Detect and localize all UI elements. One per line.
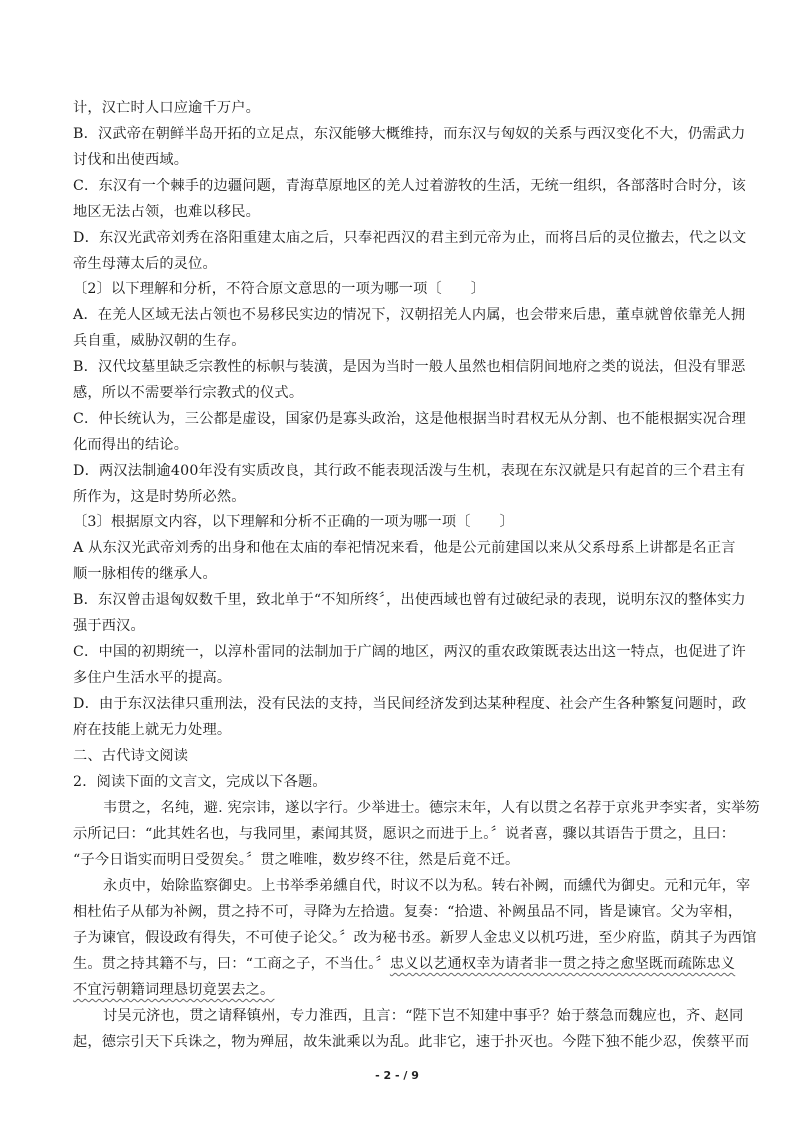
passage-line: 相杜佑子从郁为补阙，贯之持不可，寻降为左拾遗。复奏：“拾遗、补阙虽品不同，皆是谏官。父为宰相， xyxy=(73,904,743,920)
text-line: 顺一脉相传的继承人。 xyxy=(73,566,217,582)
passage-line xyxy=(73,955,736,973)
text-line: 讨伐和出使西域。 xyxy=(73,152,189,168)
option-b-text: B．汉代坟墓里缺乏宗教性的标帜与装潢，是因为当时一般人虽然也相信阴间地府之类的说法，但没有罪恶 xyxy=(73,359,746,375)
option-a-text: A 从东汉光武帝刘秀的出身和他在太庙的奉祀情况来看，他是公元前建国以来从父系母系上讲都是名正言 xyxy=(73,540,736,556)
passage-line xyxy=(73,981,733,999)
passage-line: 起，德宗引天下兵诛之，物为殚屈，故朱泚乘以为乱。此非它，速于扑灭也。今陛下独不能少忍，俟蔡平而 xyxy=(73,1034,750,1050)
section-heading: 二、古代诗文阅读 xyxy=(73,748,189,764)
option-d-text: D．东汉光武帝刘秀在洛阳重建太庙之后，只奉祀西汉的君主到元帝为止，而将吕后的灵位撤去，代之以文 xyxy=(73,230,747,246)
passage-line: 永贞中，始除监察御史。上书举季弟纁自代，时议不以为私。转右补阙，而纁代为御史。元和元年，宰 xyxy=(103,878,751,894)
passage-line: “子今日诣实而明日受贺矣。〞贯之唯唯，数岁终不往，然是后竟不迁。 xyxy=(73,852,520,868)
text-line: 地区无法占领，也难以移民。 xyxy=(73,204,261,220)
option-b-text: B．东汉曾击退匈奴数千里，致北单于“不知所终〞，出使西域也曾有过破纪录的表现，说明东汉的整体实力 xyxy=(73,592,746,608)
underlined-sentence: 不宜污朝籍词理恳切竟罢去之。 xyxy=(73,982,275,998)
text-line: 多住户生活水平的提高。 xyxy=(73,670,232,686)
passage-line: 子为谏官，假设政有得失，不可使子论父。〞改为秘书丞。新罗人金忠义以机巧进，至少府监，荫其子为西馆 xyxy=(73,930,757,946)
text-line: 府在技能上就无力处理。 xyxy=(73,722,232,738)
passage-line: 讨吴元济也，贯之请释镇州，专力淮西，且言：“陛下岂不知建中事乎？始于蔡急而魏应也，齐、赵同 xyxy=(103,1008,744,1024)
option-a-text: A．在羌人区域无法占领也不易移民实边的情况下，汉朝招羌人内属，也会带来后患，董卓就曾依靠羌人拥 xyxy=(73,307,746,323)
question-3-text: 〔3〕根据原文内容，以下理解和分析不正确的一项为哪一项〔 〕 xyxy=(73,514,514,530)
option-d-text: D．两汉法制逾400年没有实质改良，其行政不能表现活泼与生机，表现在东汉就是只有起首的三个君主有 xyxy=(73,463,746,479)
text-line: 所作为，这是时势所必然。 xyxy=(73,489,246,505)
text-line: 兵自重，威胁汉朝的生存。 xyxy=(73,333,246,349)
page-number: - 2 - / 9 xyxy=(375,1069,419,1082)
passage-line: 韦贯之，名纯，避. 宪宗讳，遂以字行。少举进士。德宗末年，人有以贯之名荐于京兆尹李实者，实举笏 xyxy=(103,800,760,816)
text-line: 强于西汉。 xyxy=(73,618,145,634)
option-c-text: C．中国的初期统一，以淳朴雷同的法制加于广阔的地区，两汉的重农政策既表达出这一特点，也促进了许 xyxy=(73,644,746,660)
option-d-text: D．由于东汉法律只重刑法，没有民法的支持，当民间经济发到达某种程度、社会产生各种繁复问题时，政 xyxy=(73,696,747,712)
text-line: 帝生母薄太后的灵位。 xyxy=(73,256,217,272)
passage-line: 示所记曰：“此其姓名也，与我同里，素闻其贤，愿识之而进于上。〞说者喜，骤以其语告于贯之，且曰： xyxy=(73,826,736,842)
question-2-text: 〔2〕以下理解和分析，不符合原文意思的一项为哪一项〔 〕 xyxy=(73,281,486,297)
passage-text: 生。贯之持其籍不与，曰：“工商之子，不当仕。〞 xyxy=(73,956,390,972)
option-b-text: B．汉武帝在朝鲜半岛开拓的立足点，东汉能够大概维持，而东汉与匈奴的关系与西汉变化不大，仍需武力 xyxy=(73,126,746,142)
text-line: 计，汉亡时人口应逾千万户。 xyxy=(73,100,261,116)
question-heading: 2．阅读下面的文言文，完成以下各题。 xyxy=(73,774,327,790)
text-line: 化而得出的结论。 xyxy=(73,437,189,453)
option-c-text: C．仲长统认为，三公都是虚设，国家仍是寡头政治，这是他根据当时君权无从分割、也不能根据实况合理 xyxy=(73,411,746,427)
text-line: 感，所以不需要举行宗教式的仪式。 xyxy=(73,385,304,401)
underlined-sentence: 忠义以艺通权幸为请者非一贯之持之愈坚既而疏陈忠义 xyxy=(389,956,736,972)
option-c-text: C．东汉有一个棘手的边疆问题，青海草原地区的羌人过着游牧的生活，无统一组织，各部落时合时分，该 xyxy=(73,178,746,194)
